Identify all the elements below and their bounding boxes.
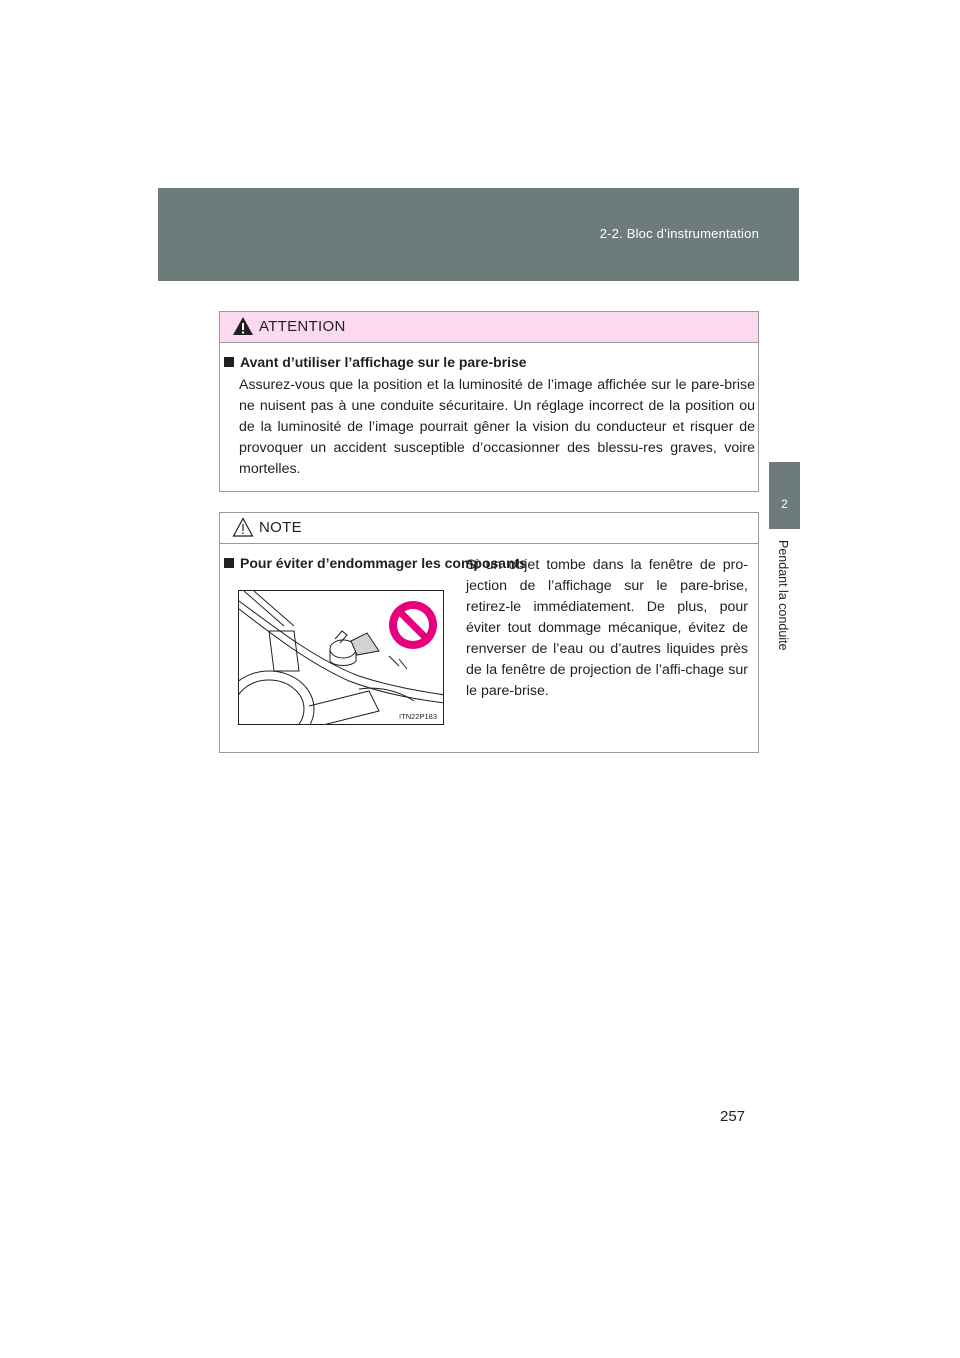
note-heading: Pour éviter d’endommager les composants xyxy=(224,555,527,571)
attention-title: ATTENTION xyxy=(259,318,346,335)
chapter-tab[interactable] xyxy=(769,462,800,529)
page-number: 257 xyxy=(720,1108,746,1125)
note-text: Si un objet tombe dans la fenêtre de pro-jection de l’affichage sur le pare-brise, retirez-le immédiatement. De plus, pour éviter tout dommage mécanique, évitez de renverser de l’eau ou d’autres liquides près de la fenêtre de projection de l’affi-chage sur le pare-brise. xyxy=(466,557,748,699)
caution-outline-icon xyxy=(232,516,254,538)
chapter-number: 2 xyxy=(781,497,788,511)
note-title: NOTE xyxy=(259,519,302,536)
dashboard-drawing xyxy=(239,591,444,725)
chapter-label xyxy=(776,540,794,670)
attention-heading: Avant d’utiliser l’affichage sur le pare-brise xyxy=(224,354,527,370)
square-bullet-icon xyxy=(224,558,234,568)
attention-text: Assurez-vous que la position et la luminosité de l’image affichée sur le pare-brise ne nuisent pas à une conduite sécuritaire. Un réglage incorrect de la position ou de la luminosité de l’image pourrait gêner la vision du conducteur et risquer de provoquer un accident susceptible d’occasionner des blessu-res graves, voire mortelles. xyxy=(239,377,755,477)
attention-box xyxy=(219,311,759,492)
attention-header xyxy=(220,312,758,343)
note-header xyxy=(220,513,758,544)
header-band xyxy=(158,188,799,281)
warning-icon xyxy=(232,315,254,337)
square-bullet-icon xyxy=(224,357,234,367)
prohibited-sign-icon xyxy=(389,601,437,649)
section-title: 2-2. Bloc d’instrumentation xyxy=(599,226,759,241)
figure-code: ITN22P183 xyxy=(399,712,437,721)
chapter-label-text: Pendant la conduite xyxy=(776,540,790,651)
dashboard-illustration xyxy=(238,590,444,725)
note-box xyxy=(219,512,759,753)
